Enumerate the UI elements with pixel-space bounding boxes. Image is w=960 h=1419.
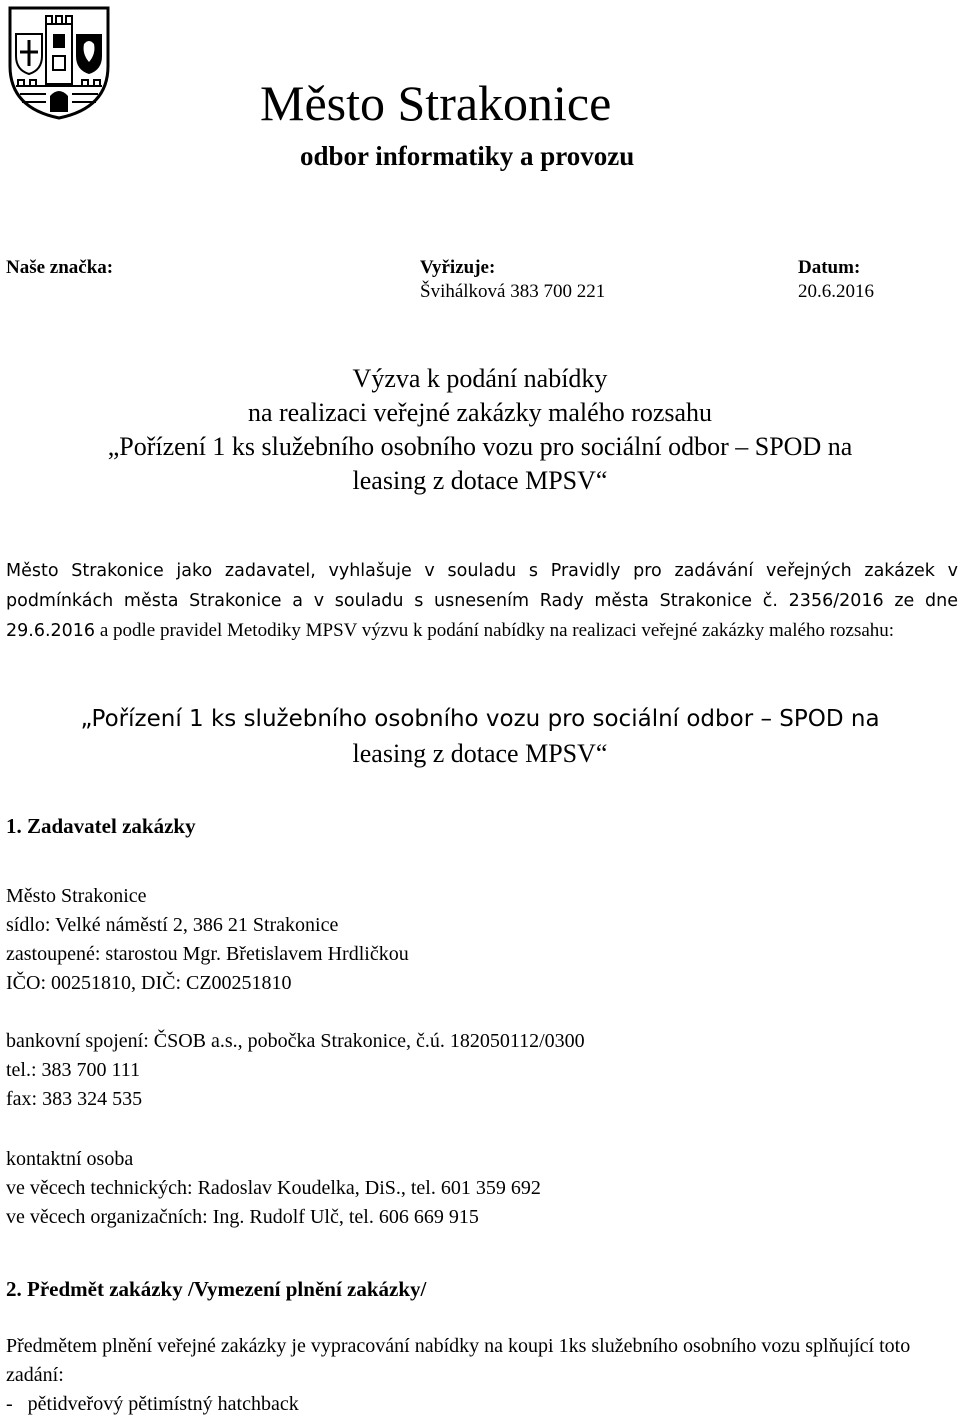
fax-line: fax: 383 324 535 [6,1088,143,1110]
handled-by-value: Švihálková 383 700 221 [420,281,606,302]
subject-heading-line-2: leasing z dotace MPSV“ [352,739,608,768]
call-heading-line-4: leasing z dotace MPSV“ [352,466,608,495]
ico-dic-line: IČO: 00251810, DIČ: CZ00251810 [6,972,292,994]
organizational-contact-line: ve věcech organizačních: Ing. Rudolf Ulč, tel. 606 669 915 [6,1206,479,1228]
bank-line: bankovní spojení: ČSOB a.s., pobočka Strakonice, č.ú. 182050112/0300 [6,1030,585,1052]
requirement-bullet: - pětidveřový pětimístný hatchback [6,1393,299,1415]
intro-text-part-1: Město Strakonice jako zadavatel, vyhlašuje v souladu s Pravidly pro zadávání veřejných zakázek v podmínkách města Strakonice a v souladu s usnesením Rady města Strakonice č. 2356/2016 ze dne 29.6.2016 [6,561,958,641]
section-2-title: 2. Předmět zakázky /Vymezení plnění zakázky/ [6,1277,427,1301]
represented-by-line: zastoupené: starostou Mgr. Břetislavem Hrdličkou [6,943,409,965]
city-crest-logo [6,4,112,120]
technical-contact-line: ve věcech technických: Radoslav Koudelka, DiS., tel. 601 359 692 [6,1177,541,1199]
contracting-authority-name: Město Strakonice [6,885,147,907]
department-subtitle: odbor informatiky a provozu [300,141,635,171]
subject-heading-line-1: „Pořízení 1 ks služebního osobního vozu pro sociální odbor – SPOD na [80,706,880,732]
intro-text-part-2: a podle pravidel Metodiky MPSV výzvu k podání nabídky na realizaci veřejné zakázky malého rozsahu: [95,620,895,641]
call-heading-line-3: „Pořízení 1 ks služebního osobního vozu pro sociální odbor – SPOD na [107,432,853,461]
city-title: Město Strakonice [260,75,612,131]
date-value: 20.6.2016 [798,281,874,302]
call-heading-line-1: Výzva k podání nabídky [352,364,608,393]
phone-line: tel.: 383 700 111 [6,1059,141,1081]
seat-line: sídlo: Velké náměstí 2, 386 21 Strakonice [6,914,339,936]
intro-paragraph [6,556,958,646]
our-reference-label: Naše značka: [6,257,114,278]
date-label: Datum: [798,257,861,278]
contact-person-label: kontaktní osoba [6,1148,134,1170]
subject-description: Předmětem plnění veřejné zakázky je vypracování nabídky na koupi 1ks služebního osobního vozu splňující toto zadání: [6,1335,911,1386]
section-1-title: 1. Zadavatel zakázky [6,814,196,838]
call-heading-line-2: na realizaci veřejné zakázky malého rozsahu [247,398,713,427]
handled-by-label: Vyřizuje: [420,257,496,278]
